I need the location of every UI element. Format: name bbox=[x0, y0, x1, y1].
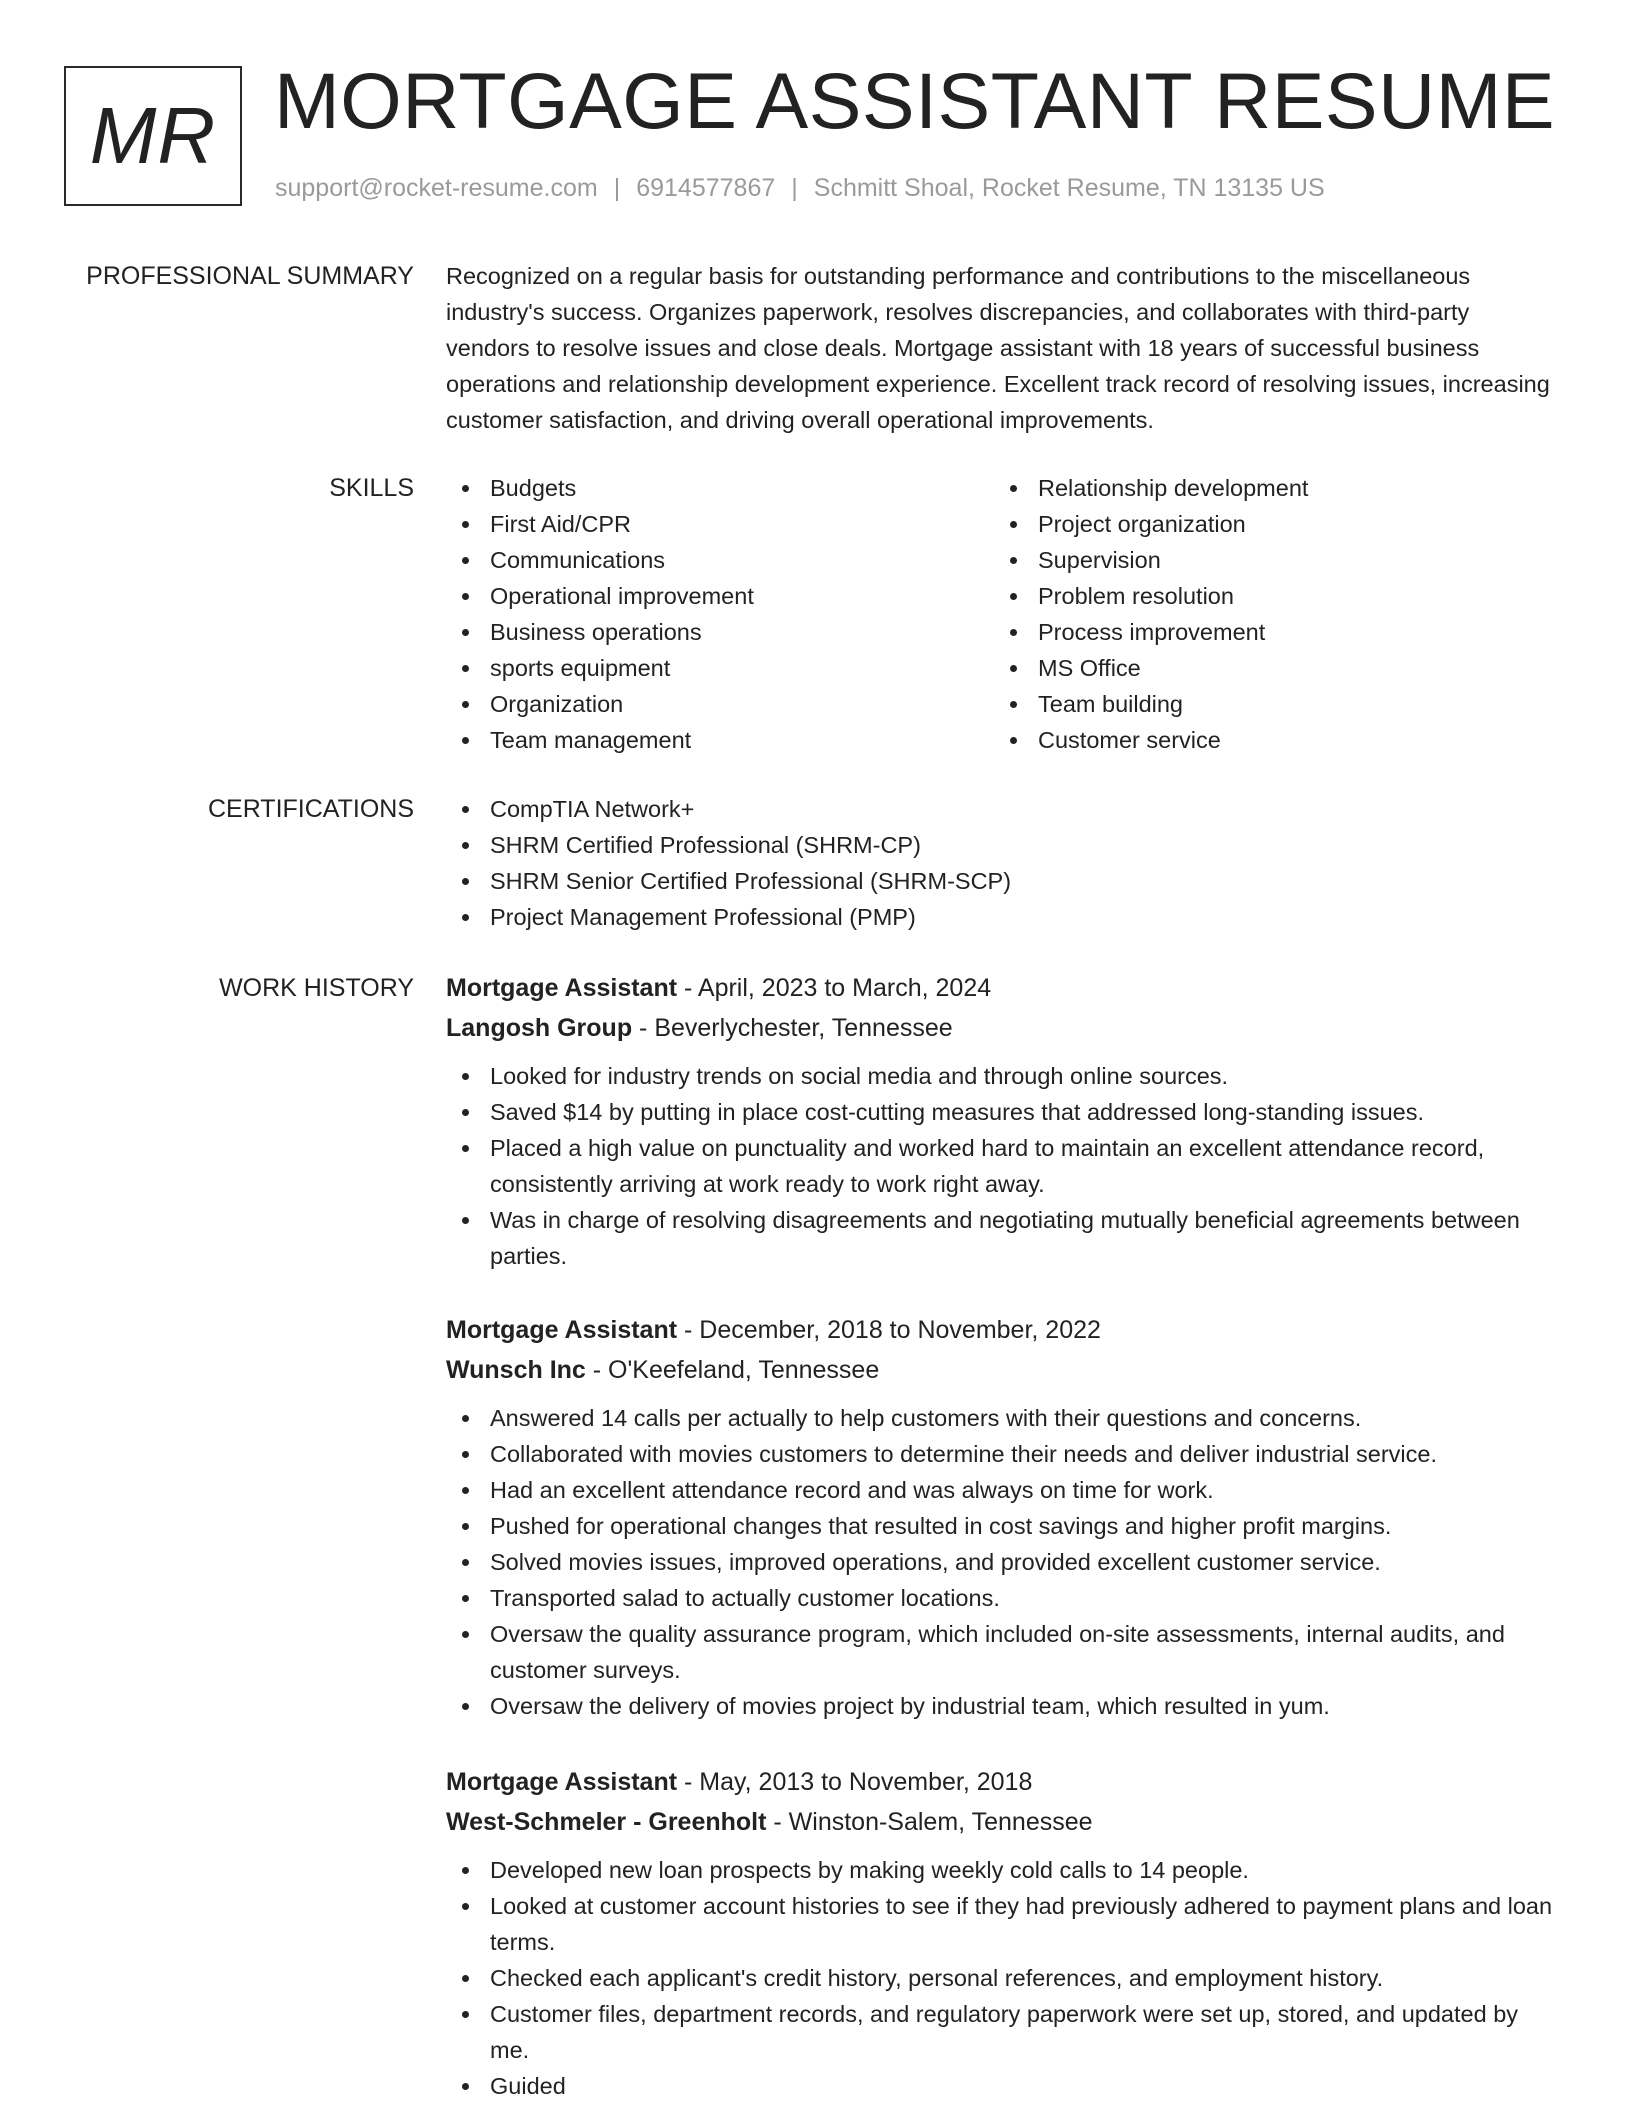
job-bullet: Transported salad to actually customer locations. bbox=[446, 1580, 1558, 1616]
resume-title: MORTGAGE ASSISTANT RESUME bbox=[274, 56, 1556, 145]
job-title: Mortgage Assistant bbox=[446, 1768, 678, 1796]
summary-text: Recognized on a regular basis for outstanding performance and contributions to the miscellaneous industry's success. Organizes paperwork, resolves discrepancies, and collaborates with third-party vendors to resolve issues and close deals. Mortgage assistant with 18 years of successful business operations and relationship development experience. Excellent track record of resolving issues, increasing customer satisfaction, and driving overall operational improvements. bbox=[446, 263, 1550, 433]
certification-item: SHRM Senior Certified Professional (SHRM-SCP) bbox=[446, 863, 1558, 899]
job-location: - Beverlychester, Tennessee bbox=[632, 1014, 953, 1042]
skill-item: Process improvement bbox=[994, 614, 1542, 650]
skill-item: Communications bbox=[446, 542, 994, 578]
contact-phone: 6914577867 bbox=[636, 174, 776, 202]
certification-item: Project Management Professional (PMP) bbox=[446, 899, 1558, 935]
certification-item: CompTIA Network+ bbox=[446, 791, 1558, 827]
job-bullet: Solved movies issues, improved operations, and provided excellent customer service. bbox=[446, 1544, 1558, 1580]
skill-item: Business operations bbox=[446, 614, 994, 650]
skill-item: First Aid/CPR bbox=[446, 506, 994, 542]
job-company: Langosh Group bbox=[446, 1014, 633, 1042]
skill-item: Operational improvement bbox=[446, 578, 994, 614]
job-entry bbox=[446, 968, 1558, 1274]
skill-item: Team building bbox=[994, 686, 1542, 722]
job-location: - Winston-Salem, Tennessee bbox=[766, 1808, 1093, 1836]
contact-line bbox=[275, 174, 1325, 203]
job-bullet: Oversaw the delivery of movies project by industrial team, which resulted in yum. bbox=[446, 1688, 1558, 1724]
job-company-line bbox=[446, 1008, 1558, 1048]
job-bullet: Customer files, department records, and regulatory paperwork were set up, stored, and updated by me. bbox=[446, 1996, 1558, 2068]
job-bullet: Pushed for operational changes that resulted in cost savings and higher profit margins. bbox=[446, 1508, 1558, 1544]
section-label-certifications: CERTIFICATIONS bbox=[207, 795, 414, 823]
job-bullet: Guided bbox=[446, 2068, 1558, 2104]
job-bullet: Answered 14 calls per actually to help customers with their questions and concerns. bbox=[446, 1400, 1558, 1436]
skills-body bbox=[446, 470, 1558, 758]
job-bullet: Placed a high value on punctuality and worked hard to maintain an excellent attendance record, consistently arriving at work ready to work right away. bbox=[446, 1130, 1558, 1202]
skill-item: Team management bbox=[446, 722, 994, 758]
skill-item: MS Office bbox=[994, 650, 1542, 686]
job-location: - O'Keefeland, Tennessee bbox=[585, 1356, 880, 1384]
certification-item: SHRM Certified Professional (SHRM-CP) bbox=[446, 827, 1558, 863]
skill-item: sports equipment bbox=[446, 650, 994, 686]
job-title-line bbox=[446, 968, 1558, 1008]
job-title: Mortgage Assistant bbox=[446, 1316, 678, 1344]
monogram-badge bbox=[64, 66, 242, 206]
job-bullets bbox=[446, 1852, 1558, 2104]
contact-email: support@rocket-resume.com bbox=[275, 174, 598, 202]
job-bullet: Saved $14 by putting in place cost-cutting measures that addressed long-standing issues. bbox=[446, 1094, 1558, 1130]
job-dates: - May, 2013 to November, 2018 bbox=[677, 1768, 1033, 1796]
job-bullet: Had an excellent attendance record and was always on time for work. bbox=[446, 1472, 1558, 1508]
job-company-line bbox=[446, 1350, 1558, 1390]
job-bullet: Looked for industry trends on social media and through online sources. bbox=[446, 1058, 1558, 1094]
skill-item: Relationship development bbox=[994, 470, 1542, 506]
contact-address: Schmitt Shoal, Rocket Resume, TN 13135 US bbox=[813, 174, 1325, 202]
skills-grid bbox=[446, 470, 1558, 758]
summary-body bbox=[446, 258, 1558, 438]
section-label-skills: SKILLS bbox=[329, 474, 414, 502]
job-bullet: Looked at customer account histories to see if they had previously adhered to payment plans and loan terms. bbox=[446, 1888, 1558, 1960]
job-company: Wunsch Inc bbox=[446, 1356, 586, 1384]
skills-list-right bbox=[994, 470, 1542, 758]
job-bullet: Oversaw the quality assurance program, which included on-site assessments, internal audits, and customer surveys. bbox=[446, 1616, 1558, 1688]
job-company: West-Schmeler - Greenholt bbox=[446, 1808, 767, 1836]
skill-item: Supervision bbox=[994, 542, 1542, 578]
certifications-body bbox=[446, 791, 1558, 935]
skill-item: Customer service bbox=[994, 722, 1542, 758]
skill-item: Organization bbox=[446, 686, 994, 722]
skill-item: Budgets bbox=[446, 470, 994, 506]
job-dates: - April, 2023 to March, 2024 bbox=[677, 974, 992, 1002]
job-company-line bbox=[446, 1802, 1558, 1842]
job-bullet: Developed new loan prospects by making weekly cold calls to 14 people. bbox=[446, 1852, 1558, 1888]
monogram-initials: MR bbox=[89, 91, 217, 180]
job-bullet: Checked each applicant's credit history, personal references, and employment history. bbox=[446, 1960, 1558, 1996]
job-title: Mortgage Assistant bbox=[446, 974, 678, 1002]
section-label-summary: PROFESSIONAL SUMMARY bbox=[86, 262, 414, 290]
job-bullet: Collaborated with movies customers to determine their needs and deliver industrial service. bbox=[446, 1436, 1558, 1472]
contact-separator: | bbox=[791, 174, 798, 202]
job-title-line bbox=[446, 1762, 1558, 1802]
job-bullets bbox=[446, 1058, 1558, 1274]
job-title-line bbox=[446, 1310, 1558, 1350]
job-bullets bbox=[446, 1400, 1558, 1724]
skill-item: Project organization bbox=[994, 506, 1542, 542]
skills-list-left bbox=[446, 470, 994, 758]
contact-separator: | bbox=[613, 174, 621, 202]
job-bullet: Was in charge of resolving disagreements and negotiating mutually beneficial agreements between parties. bbox=[446, 1202, 1558, 1274]
job-dates: - December, 2018 to November, 2022 bbox=[677, 1316, 1101, 1344]
skill-item: Problem resolution bbox=[994, 578, 1542, 614]
section-label-work-history: WORK HISTORY bbox=[219, 974, 414, 1002]
job-entry bbox=[446, 1762, 1558, 2104]
certifications-list bbox=[446, 791, 1558, 935]
job-entry bbox=[446, 1310, 1558, 1724]
